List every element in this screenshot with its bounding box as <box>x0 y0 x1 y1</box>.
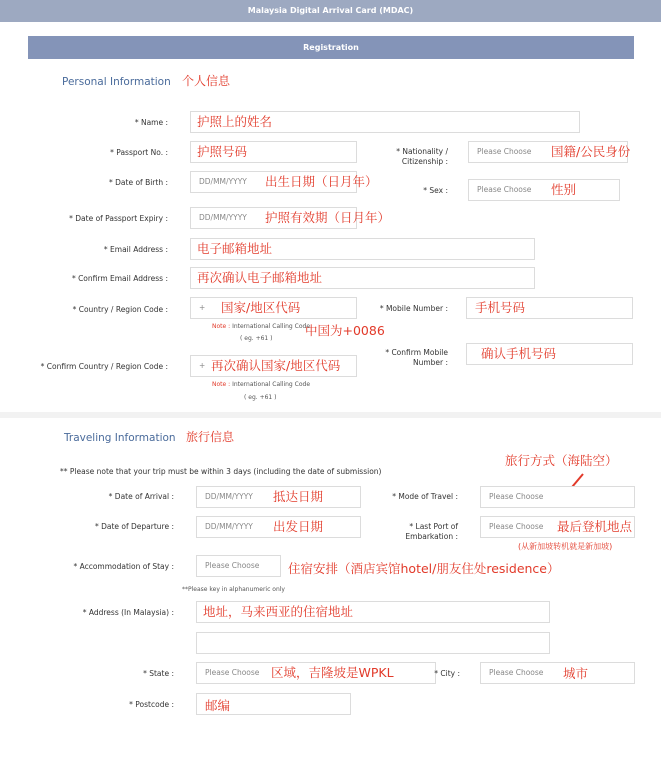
confirm-country-code-annotation: 再次确认国家/地区代码 <box>211 358 341 373</box>
travel-section-title: Traveling Information <box>64 432 176 444</box>
name-input[interactable] <box>190 111 580 133</box>
nationality-annotation: 国籍/公民身份 <box>551 144 631 159</box>
registration-bar <box>28 36 634 59</box>
email-label: * Email Address : <box>103 245 168 254</box>
passport-expiry-annotation: 护照有效期（日月年） <box>265 210 391 225</box>
sex-placeholder: Please Choose <box>477 185 532 194</box>
app-header <box>0 0 661 22</box>
departure-placeholder: DD/MM/YYYY <box>205 522 253 531</box>
departure-input[interactable] <box>196 516 361 538</box>
sex-select[interactable] <box>468 179 620 201</box>
postcode-annotation: 邮编 <box>205 698 231 713</box>
accommodation-select[interactable] <box>196 555 281 577</box>
postcode-label: * Postcode : <box>129 700 174 709</box>
confirm-mobile-input[interactable] <box>466 343 633 365</box>
confirm-email-label: * Confirm Email Address : <box>71 274 168 283</box>
registration-title: Registration <box>303 43 359 52</box>
confirm-country-code-placeholder: + <box>199 361 206 370</box>
mode-label: * Mode of Travel : <box>392 492 458 501</box>
section-divider <box>0 412 661 418</box>
city-placeholder: Please Choose <box>489 668 544 677</box>
confirm-country-code-label: * Confirm Country / Region Code : <box>40 362 168 371</box>
passport-no-input[interactable] <box>190 141 357 163</box>
email-annotation: 电子邮箱地址 <box>197 241 273 256</box>
country-code-input[interactable] <box>190 297 357 319</box>
departure-annotation: 出发日期 <box>273 519 324 534</box>
last-port-select[interactable] <box>480 516 635 538</box>
email-input[interactable] <box>190 238 535 260</box>
postcode-input[interactable] <box>196 693 351 715</box>
dob-input[interactable] <box>190 171 378 193</box>
state-placeholder: Please Choose <box>205 668 260 677</box>
confirm-mobile-label: * Confirm Mobile Number : <box>385 348 448 367</box>
passport-no-annotation: 护照号码 <box>197 144 248 159</box>
address-annotation: 地址，马来西亚的住宿地址 <box>203 604 354 619</box>
country-code-hint-example: ( eg. +61 ) <box>240 335 273 342</box>
confirm-country-code-input[interactable] <box>190 355 357 377</box>
passport-expiry-placeholder: DD/MM/YYYY <box>199 213 247 222</box>
confirm-email-annotation: 再次确认电子邮箱地址 <box>197 270 323 285</box>
address-line-2-input[interactable] <box>196 632 550 654</box>
last-port-annotation: 最后登机地点 <box>557 519 633 534</box>
accommodation-annotation: 住宿安排（酒店宾馆hotel/朋友住处residence） <box>288 561 560 576</box>
nationality-select[interactable] <box>468 141 631 163</box>
address-line-1-input[interactable] <box>196 601 550 623</box>
arrival-annotation: 抵达日期 <box>273 489 324 504</box>
country-code-hint: Note : International Calling Code <box>212 323 311 330</box>
mobile-input[interactable] <box>466 297 633 319</box>
personal-section-title: Personal Information <box>62 76 171 88</box>
arrival-label: * Date of Arrival : <box>108 492 174 501</box>
confirm-email-input[interactable] <box>190 267 535 289</box>
accommodation-hint: **Please key in alphanumeric only <box>182 586 285 593</box>
dob-label: * Date of Birth : <box>109 178 168 187</box>
mode-placeholder: Please Choose <box>489 492 544 501</box>
country-code-annotation: 国家/地区代码 <box>221 300 301 315</box>
personal-section-annotation: 个人信息 <box>182 74 231 88</box>
passport-expiry-label: * Date of Passport Expiry : <box>69 214 168 223</box>
sex-label: * Sex : <box>423 186 448 195</box>
city-label: * City : <box>434 669 460 678</box>
state-select[interactable] <box>196 662 436 684</box>
name-label: * Name : <box>134 118 168 127</box>
last-port-annotation-2: (从新加坡转机就是新加坡) <box>518 542 613 551</box>
dob-placeholder: DD/MM/YYYY <box>199 177 247 186</box>
sex-annotation: 性别 <box>551 182 577 197</box>
last-port-label: * Last Port of Embarkation : <box>405 522 458 541</box>
state-annotation: 区域，吉隆坡是WPKL <box>271 665 394 680</box>
departure-label: * Date of Departure : <box>94 522 174 531</box>
mobile-annotation: 手机号码 <box>475 300 526 315</box>
name-annotation: 护照上的姓名 <box>197 114 273 129</box>
mobile-label: * Mobile Number : <box>379 304 448 313</box>
dob-annotation: 出生日期（日月年） <box>265 174 378 189</box>
accommodation-placeholder: Please Choose <box>205 561 260 570</box>
arrival-placeholder: DD/MM/YYYY <box>205 492 253 501</box>
app-title: Malaysia Digital Arrival Card (MDAC) <box>247 6 414 15</box>
mode-select[interactable] <box>480 486 635 508</box>
last-port-placeholder: Please Choose <box>489 522 544 531</box>
nationality-placeholder: Please Choose <box>477 147 532 156</box>
address-label: * Address (In Malaysia) : <box>82 608 174 617</box>
city-select[interactable] <box>480 662 635 684</box>
city-annotation: 城市 <box>563 666 589 681</box>
passport-expiry-input[interactable] <box>190 207 391 229</box>
country-code-label: * Country / Region Code : <box>72 305 168 314</box>
nationality-label: * Nationality / Citizenship : <box>396 147 448 166</box>
confirm-country-code-hint-example: ( eg. +61 ) <box>244 394 277 401</box>
mode-of-travel-annotation: 旅行方式（海陆空） <box>505 453 618 468</box>
confirm-mobile-annotation: 确认手机号码 <box>481 346 557 361</box>
confirm-country-code-hint: Note : International Calling Code <box>212 381 311 388</box>
country-code-placeholder: + <box>199 303 206 312</box>
country-code-annotation-2: 中国为+0086 <box>305 323 385 338</box>
passport-no-label: * Passport No. : <box>110 148 168 157</box>
state-label: * State : <box>143 669 174 678</box>
trip-note: ** Please note that your trip must be within 3 days (including the date of submission) <box>60 467 382 476</box>
arrival-input[interactable] <box>196 486 361 508</box>
accommodation-label: * Accommodation of Stay : <box>73 562 174 571</box>
travel-section-annotation: 旅行信息 <box>186 430 235 444</box>
